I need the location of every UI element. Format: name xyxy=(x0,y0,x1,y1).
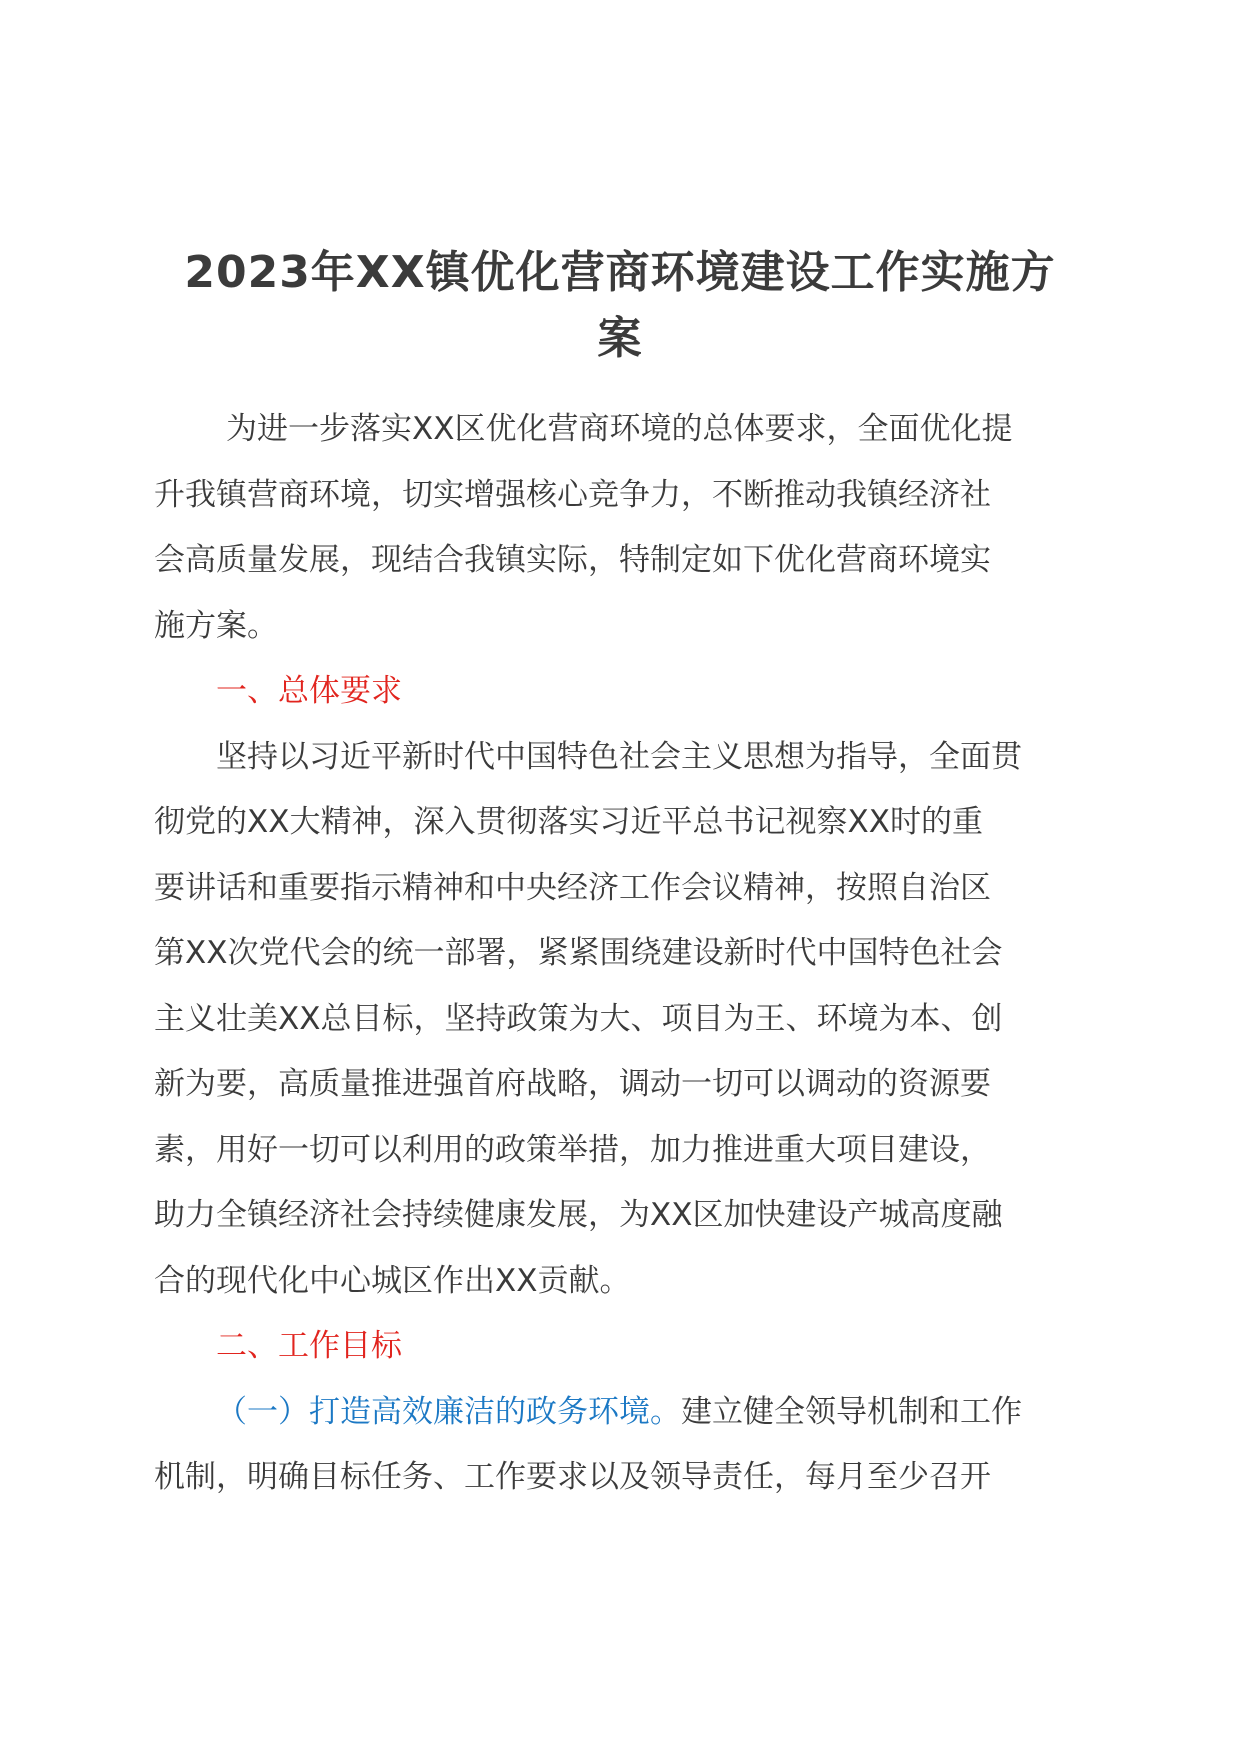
title-line-2: 案 xyxy=(597,313,643,364)
title-line-1: 2023年XX镇优化营商环境建设工作实施方 xyxy=(184,247,1056,298)
body-line: 素，用好一切可以利用的政策举措，加力推进重大项目建设， xyxy=(154,1131,991,1168)
section-heading: 二、工作目标 xyxy=(216,1328,402,1364)
document-title xyxy=(150,240,1090,372)
section-general-requirements xyxy=(154,659,1086,1314)
section-work-goals xyxy=(154,1314,1086,1511)
item-line: 机制，明确目标任务、工作要求以及领导责任，每月至少召开 xyxy=(154,1459,991,1495)
intro-line: 升我镇营商环境，切实增强核心竞争力，不断推动我镇经济社 xyxy=(154,476,991,513)
body-line: 第XX次党代会的统一部署，紧紧围绕建设新时代中国特色社会 xyxy=(154,935,1003,971)
body-line: 合的现代化中心城区作出XX贡献。 xyxy=(154,1262,631,1299)
item-line xyxy=(154,1380,1086,1446)
section-heading: 一、总体要求 xyxy=(216,673,402,709)
body-line: 坚持以习近平新时代中国特色社会主义思想为指导，全面贯 xyxy=(216,738,1022,775)
body-line: 主义壮美XX总目标，坚持政策为大、项目为王、环境为本、创 xyxy=(154,1000,1003,1037)
intro-line: 施方案。 xyxy=(154,607,278,644)
body-line: 助力全镇经济社会持续健康发展，为XX区加快建设产城高度融 xyxy=(154,1197,1003,1233)
item-text: 建立健全领导机制和工作 xyxy=(681,1393,1022,1430)
intro-paragraph xyxy=(154,397,1086,659)
intro-line: 会高质量发展，现结合我镇实际，特制定如下优化营商环境实 xyxy=(154,542,991,578)
body-line: 新为要，高质量推进强首府战略，调动一切可以调动的资源要 xyxy=(154,1066,991,1102)
item-lead: （一）打造高效廉洁的政务环境。 xyxy=(216,1393,681,1430)
body-line: 彻党的XX大精神，深入贯彻落实习近平总书记视察XX时的重 xyxy=(154,804,983,840)
body-line: 要讲话和重要指示精神和中央经济工作会议精神，按照自治区 xyxy=(154,869,991,906)
document-body xyxy=(154,397,1086,1511)
intro-line: 为进一步落实XX区优化营商环境的总体要求，全面优化提 xyxy=(226,411,1013,447)
